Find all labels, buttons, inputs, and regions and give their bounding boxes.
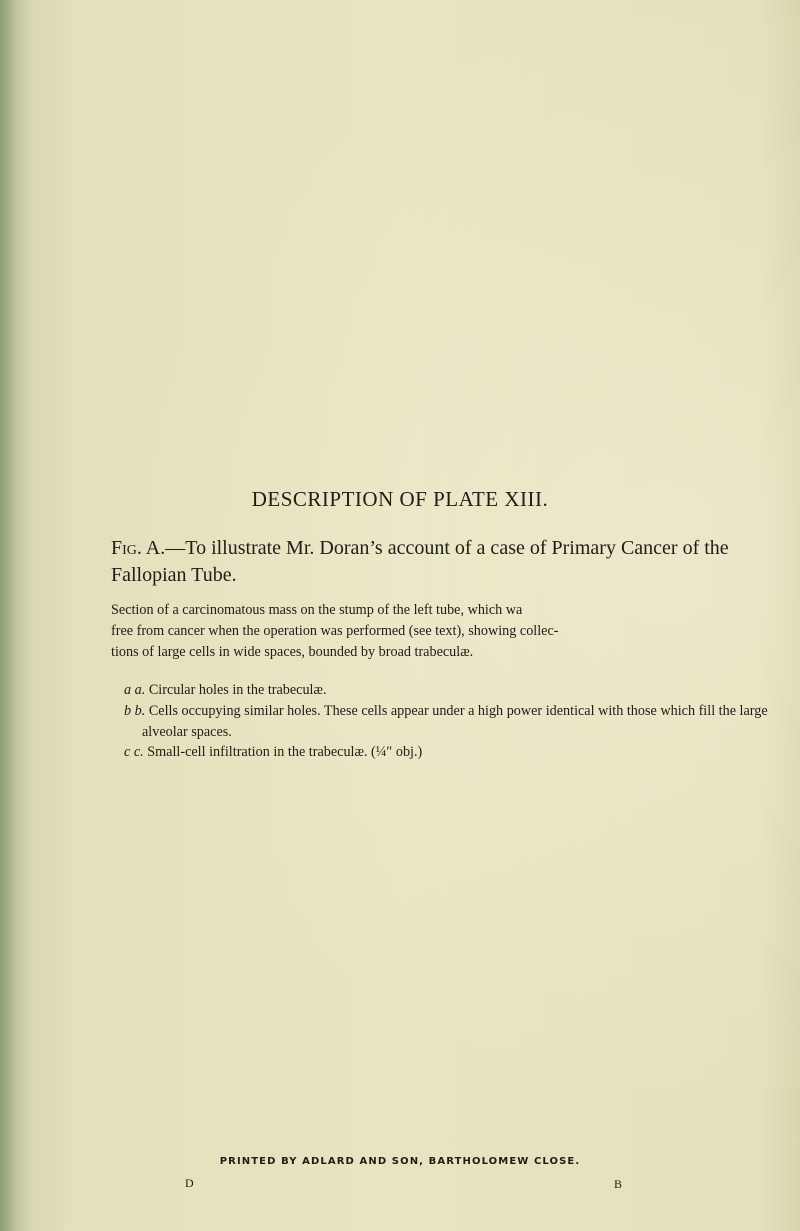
- figure-description: Section of a carcinomatous mass on the stump of the left tube, which wa free from cancer when the operation was performed (see text), showing collec- tions of large cells in wide spaces, bounded by broad trabeculæ.: [111, 602, 559, 660]
- spine-shadow: [0, 0, 28, 1231]
- legend-text: Circular holes in the trabeculæ.: [148, 682, 327, 698]
- printer-imprint: PRINTED BY ADLARD AND SON, BARTHOLOMEW CLOSE.: [219, 1156, 581, 1167]
- figure-title: [111, 535, 781, 589]
- signature-mark-right: B: [614, 1177, 623, 1191]
- legend-key: b b.: [124, 702, 146, 719]
- legend-item: [124, 680, 784, 701]
- figure-label: Fig. A.: [111, 537, 166, 559]
- legend-text: Small-cell infiltration in the trabeculæ. (¼″ obj.): [147, 744, 423, 761]
- legend-item: [124, 701, 784, 743]
- legend-key: c c.: [124, 744, 144, 761]
- signature-mark-left: D: [185, 1176, 194, 1190]
- figure-title-text: —To illustrate Mr. Doran’s account of a case of Primary Cancer of the Fallopian Tube.: [111, 537, 729, 586]
- plate-heading: DESCRIPTION OF PLATE XIII.: [251, 487, 549, 511]
- figure-legend: [124, 680, 784, 763]
- legend-text: Cells occupying similar holes. These cells appear under a high power identical with those which fill the large alveolar spaces.: [142, 702, 768, 740]
- legend-item: [124, 742, 784, 763]
- legend-key: a a.: [124, 682, 146, 698]
